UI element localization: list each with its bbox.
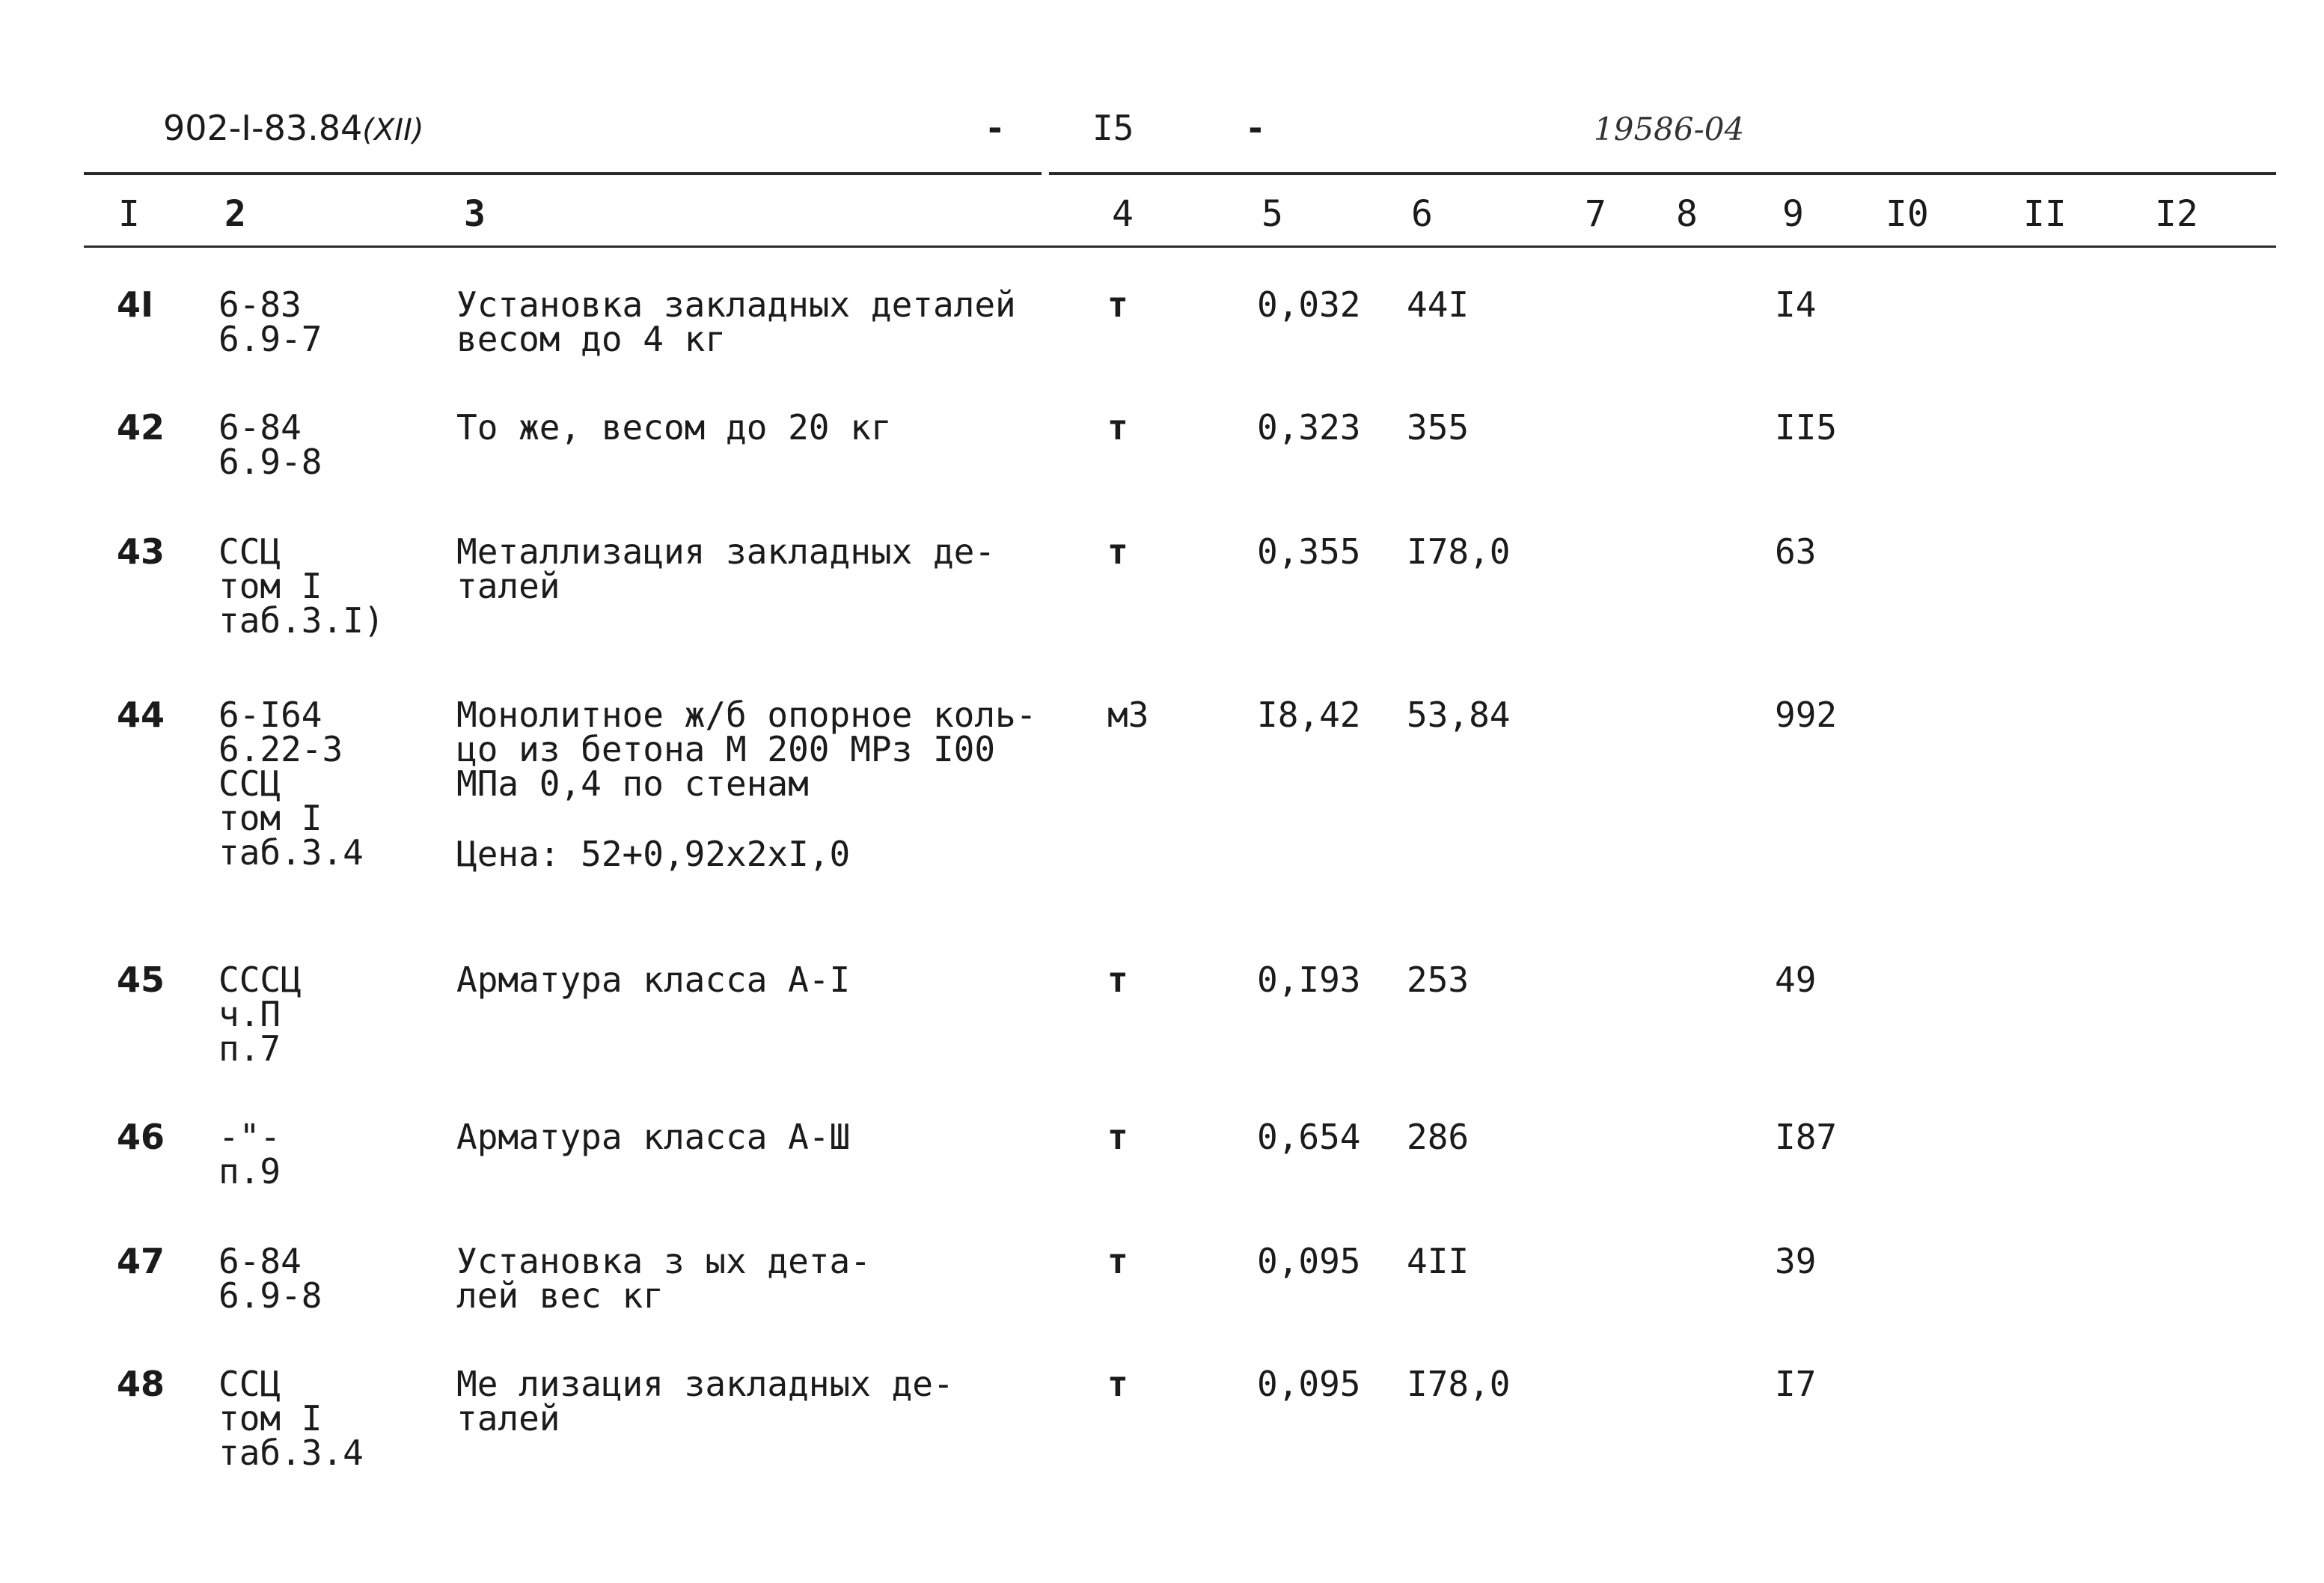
quantity: 0,095 [1257, 1364, 1361, 1404]
work-description: Металлизация закладных де- талей [456, 531, 996, 606]
column-number: 2 [224, 193, 246, 235]
column-number: 9 [1782, 193, 1804, 235]
table-row [0, 960, 2324, 1075]
total-cost: I7 [1775, 1364, 1817, 1404]
column-number: 6 [1411, 193, 1433, 235]
work-description: То же, весом до 20 кг [456, 407, 892, 448]
price-formula: Цена: 52+0,92x2xI,0 [456, 834, 851, 874]
table-row [0, 407, 2324, 522]
unit-price: I78,0 [1407, 1364, 1511, 1404]
header-dash-right: - [1245, 108, 1266, 148]
table-row [0, 1241, 2324, 1356]
work-description: Установка з ых дета- лей вес кг [456, 1241, 871, 1316]
norm-code: ССЦ том I таб.3.I) [218, 531, 385, 641]
work-description: Ме лизация закладных де- талей [456, 1364, 954, 1439]
unit: т [1107, 1364, 1128, 1404]
table-row [0, 531, 2324, 647]
unit: т [1107, 1117, 1128, 1157]
total-cost: 39 [1775, 1241, 1817, 1281]
unit: т [1107, 531, 1128, 572]
quantity: 0,355 [1257, 531, 1361, 572]
page-number: I5 [1092, 108, 1134, 148]
header-dash-left: - [985, 108, 1006, 148]
quantity: 0,654 [1257, 1117, 1361, 1157]
row-number: 46 [117, 1117, 165, 1157]
column-header-rule [84, 245, 2276, 248]
header-rule-left [84, 172, 1042, 175]
unit-price: 53,84 [1407, 695, 1511, 735]
norm-code: 6-84 6.9-8 [218, 1241, 322, 1316]
row-number: 42 [117, 407, 165, 448]
work-description: Арматура класса А-I [456, 960, 851, 1000]
table-row [0, 284, 2324, 400]
unit-price: 286 [1407, 1117, 1470, 1157]
column-number: 3 [464, 193, 486, 235]
row-number: 43 [117, 531, 165, 572]
row-number: 4I [117, 284, 154, 325]
total-cost: I87 [1775, 1117, 1838, 1157]
quantity: 0,I93 [1257, 960, 1361, 1000]
table-row [0, 695, 2324, 892]
norm-code: 6-84 6.9-8 [218, 407, 322, 482]
norm-code: 6-I64 6.22-3 ССЦ том I таб.3.4 [218, 695, 364, 873]
column-number: 4 [1112, 193, 1134, 235]
column-number: I0 [1886, 193, 1929, 235]
total-cost: 63 [1775, 531, 1817, 572]
norm-code: ССЦ том I таб.3.4 [218, 1364, 364, 1473]
total-cost: I4 [1775, 284, 1817, 325]
unit: т [1107, 284, 1128, 325]
unit: т [1107, 407, 1128, 448]
row-number: 45 [117, 960, 165, 1000]
row-number: 48 [117, 1364, 165, 1404]
unit-price: 4II [1407, 1241, 1470, 1281]
unit-price: 355 [1407, 407, 1470, 448]
unit-price: 44I [1407, 284, 1470, 325]
unit-price: I78,0 [1407, 531, 1511, 572]
norm-code: СССЦ ч.П п.7 [218, 960, 302, 1069]
header-rule-right [1049, 172, 2276, 175]
document-code-number: 902-I-83.84 [163, 108, 363, 148]
handwritten-reference: 19586-04 [1594, 111, 1745, 147]
column-number: II [2023, 193, 2067, 235]
total-cost: 992 [1775, 695, 1838, 735]
column-number: I [118, 193, 140, 235]
unit: м3 [1107, 695, 1149, 735]
table-row [0, 1364, 2324, 1479]
quantity: 0,095 [1257, 1241, 1361, 1281]
unit-price: 253 [1407, 960, 1470, 1000]
work-description: Установка закладных деталей весом до 4 кг [456, 284, 1016, 359]
quantity: 0,323 [1257, 407, 1361, 448]
row-number: 44 [117, 695, 165, 735]
work-description: Арматура класса А-Ш [456, 1117, 851, 1157]
unit: т [1107, 1241, 1128, 1281]
norm-code: -"- п.9 [218, 1117, 281, 1192]
work-description: Монолитное ж/б опорное коль- цо из бетона М 200 МРз I00 МПа 0,4 по стенам [456, 695, 1037, 804]
total-cost: II5 [1775, 407, 1838, 448]
column-number: I2 [2155, 193, 2198, 235]
total-cost: 49 [1775, 960, 1817, 1000]
column-number: 8 [1676, 193, 1698, 235]
quantity: I8,42 [1257, 695, 1361, 735]
column-number: 7 [1585, 193, 1606, 235]
quantity: 0,032 [1257, 284, 1361, 325]
unit: т [1107, 960, 1128, 1000]
row-number: 47 [117, 1241, 165, 1281]
column-number: 5 [1262, 193, 1283, 235]
document-code [163, 108, 424, 148]
norm-code: 6-83 6.9-7 [218, 284, 322, 359]
document-code-suffix: (XII) [362, 113, 424, 147]
table-row [0, 1117, 2324, 1232]
